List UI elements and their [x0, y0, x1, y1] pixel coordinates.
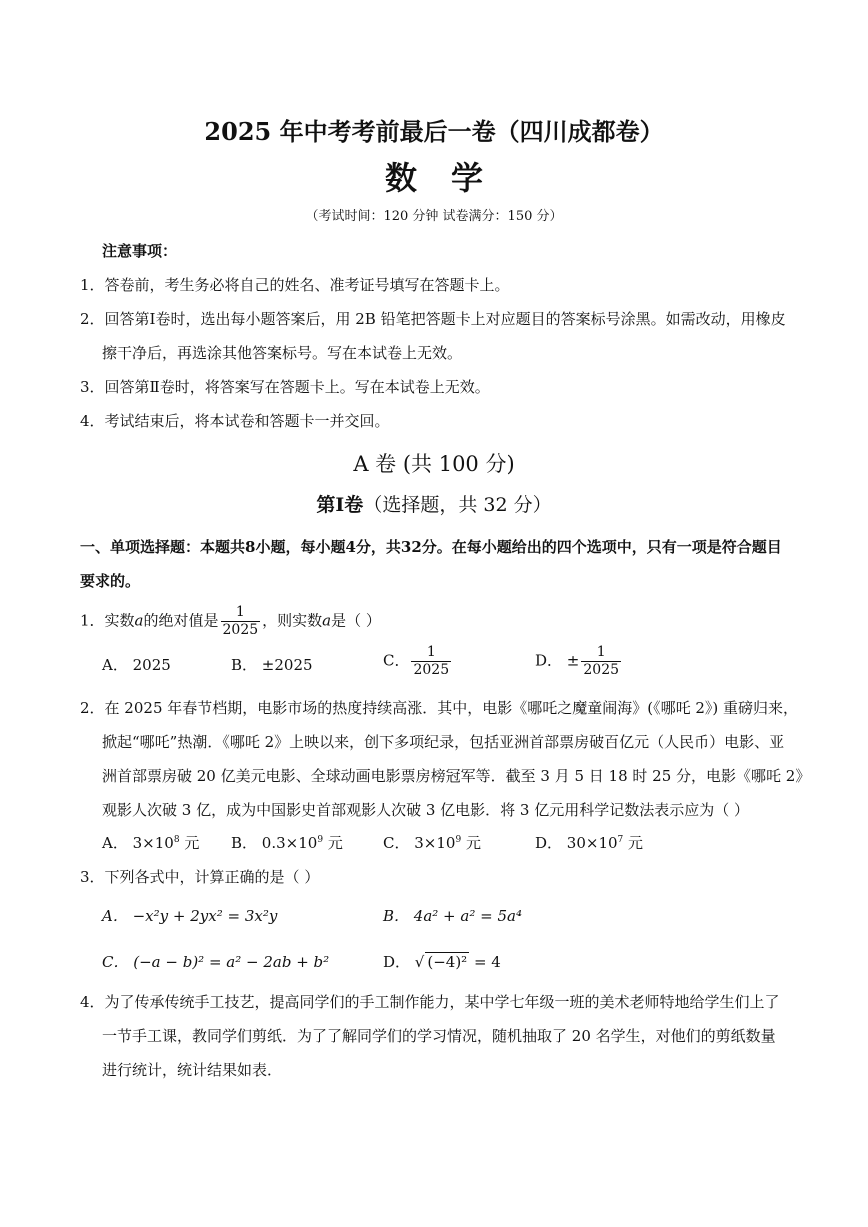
q4-line-3: 进行统计，统计结果如表．: [102, 1061, 283, 1079]
q2-line-2: 掀起“哪吒”热潮．《哪吒 2》上映以来，创下多项纪录，包括亚洲首部票房破百亿元（人民币）电影、亚: [102, 733, 785, 751]
part1-bold: 第Ⅰ卷: [316, 494, 364, 516]
q1-option-b: B． ±2025: [231, 656, 313, 674]
q1-frac-den: 2025: [222, 622, 259, 638]
note-item-2: 2．回答第Ⅰ卷时，选出每小题答案后，用 2B 铅笔把答题卡上对应题目的答案标号涂黑。如需改动，用橡皮: [80, 310, 786, 328]
exam-meta: （考试时间：120 分钟 试卷满分：150 分）: [305, 209, 563, 224]
q1-option-d-num: 1: [596, 644, 606, 660]
q1-option-d: [535, 644, 623, 679]
q2-b-exp: 9: [317, 835, 324, 845]
notes-heading: 注意事项：: [102, 242, 178, 260]
q2-line-3: 洲首部票房破 20 亿美元电影、全球动画电影票房榜冠军等．截至 3 月 5 日 18 时 25 分，电影《哪吒 2》: [102, 767, 811, 785]
q1-var-a-2: a: [322, 611, 332, 630]
q1-frac-num: 1: [235, 604, 245, 620]
q1-option-a: A． 2025: [102, 656, 171, 674]
q3-d-radicand: (−4)²: [427, 953, 468, 971]
q1-option-c-fraction: [411, 644, 451, 679]
exam-title: 2025 年中考考前最后一卷（四川成都卷）: [204, 117, 664, 146]
q4-line-2: 一节手工课，教同学们剪纸．为了了解同学们的学习情况，随机抽取了 20 名学生，对他们的剪纸数量: [102, 1027, 776, 1045]
q3-d-label: D．: [383, 953, 411, 971]
q1-option-c-den: 2025: [413, 662, 450, 678]
note-item-2-cont: 擦干净后，再选涂其他答案标号。写在本试卷上无效。: [102, 344, 463, 362]
q3-stem: 3．下列各式中，计算正确的是（ ）: [80, 868, 320, 886]
q2-a-base: A． 3×10: [102, 834, 174, 852]
question-1-stem: [80, 604, 381, 639]
note-item-3: 3．回答第Ⅱ卷时，将答案写在答题卡上。写在本试卷上无效。: [80, 378, 490, 396]
part1-rest: （选择题，共 32 分）: [363, 494, 552, 516]
note-item-1: 1．答卷前，考生务必将自己的姓名、准考证号填写在答题卡上。: [80, 276, 510, 294]
q1-post: ，则实数: [262, 611, 323, 630]
instructions-line-2: 要求的。: [80, 572, 141, 590]
q2-c-base: C． 3×10: [383, 834, 456, 852]
q1-option-c-num: 1: [426, 644, 436, 660]
q2-option-b: [231, 832, 343, 853]
q1-pre: 1．实数: [80, 611, 135, 630]
q2-option-c: [383, 832, 481, 853]
q3-option-a: A． −x²y + 2yx² = 3x²y: [102, 907, 278, 925]
q2-d-unit: 元: [623, 834, 644, 852]
q3-option-c: C． (−a − b)² = a² − 2ab + b²: [102, 953, 330, 971]
q3-option-d: D． √ (−4)² = 4: [383, 953, 501, 971]
q2-a-exp: 8: [173, 835, 180, 845]
q2-line-1: 2．在 2025 年春节档期，电影市场的热度持续高涨．其中，电影《哪吒之魔童闹海》(《哪吒 2》) 重磅归来，: [80, 699, 799, 717]
subject-title: 数学: [384, 159, 517, 197]
q3-d-tail: = 4: [469, 953, 501, 971]
q4-line-1: 4．为了传承传统手工技艺，提高同学们的手工制作能力，某中学七年级一班的美术老师特地给学生们上了: [80, 993, 780, 1011]
q2-d-base: D． 30×10: [535, 834, 618, 852]
q2-c-exp: 9: [455, 835, 462, 845]
q2-line-4: 观影人次破 3 亿，成为中国影史首部观影人次破 3 亿电影．将 3 亿元用科学记数法表示应为（ ）: [102, 801, 750, 819]
q2-c-unit: 元: [461, 834, 481, 852]
section-a-title: A 卷 (共 100 分): [353, 452, 515, 476]
q3-option-b: B． 4a² + a² = 5a⁴: [383, 907, 522, 925]
q2-a-unit: 元: [179, 834, 200, 852]
q1-mid: 的绝对值是: [143, 611, 219, 630]
note-item-4: 4．考试结束后，将本试卷和答题卡一并交回。: [80, 412, 390, 430]
q2-d-exp: 7: [617, 835, 624, 845]
q1-option-d-fraction: [581, 644, 621, 679]
instructions-line-1: 一、单项选择题：本题共8小题，每小题4分，共32分。在每小题给出的四个选项中，只有一项是符合题目: [80, 538, 782, 556]
q1-option-c: [383, 644, 453, 679]
q1-option-d-den: 2025: [583, 662, 620, 678]
part1-title: [0, 490, 868, 517]
q1-option-d-label: D． ±: [535, 651, 580, 670]
q2-option-d: [535, 832, 643, 853]
q2-b-unit: 元: [323, 834, 343, 852]
q2-b-base: B． 0.3×10: [231, 834, 318, 852]
q1-var-a: a: [134, 611, 144, 630]
q2-option-a: [102, 832, 199, 853]
q1-fraction: [221, 604, 261, 639]
q1-option-c-label: C．: [383, 651, 410, 670]
q1-end: 是（ ）: [331, 611, 381, 630]
